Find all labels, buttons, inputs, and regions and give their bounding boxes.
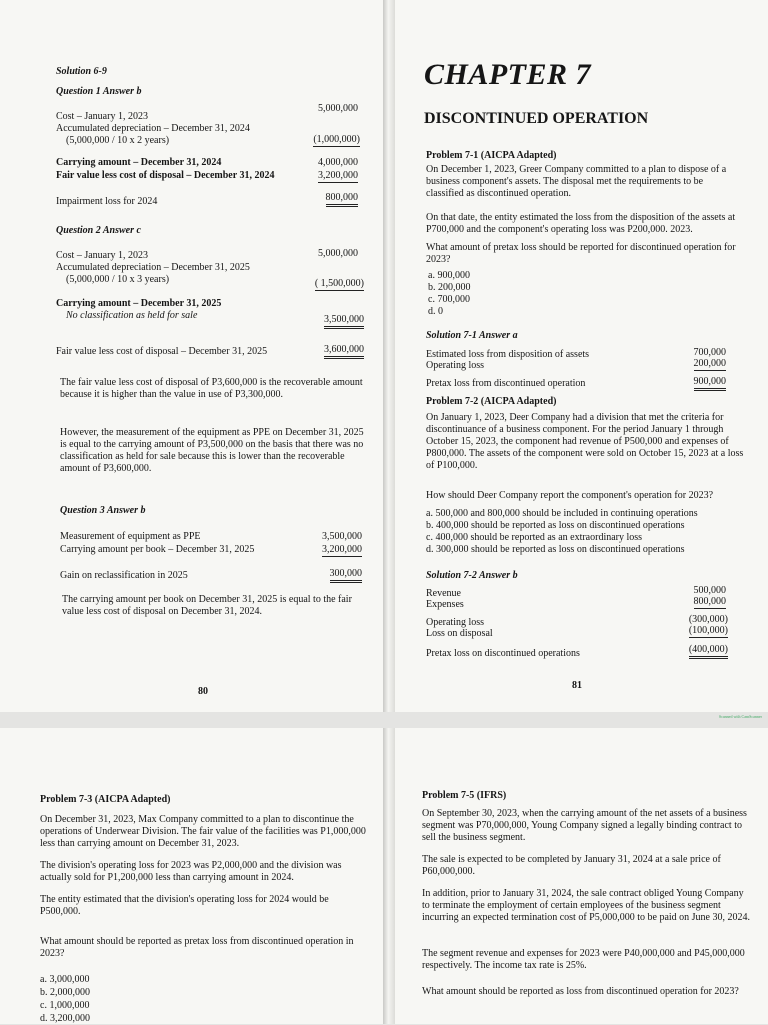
s72-row-label: Expenses — [426, 599, 464, 610]
problem-paragraph: On September 30, 2023, when the carrying amount of the net assets of a business segment was P70,000,000, Young Company signed a legally binding contract to sell the business segment. — [422, 808, 747, 843]
q2-row-label: Cost – January 1, 2023 — [56, 250, 148, 261]
choice: b. 400,000 should be reported as loss on discontinued operations — [426, 520, 685, 531]
problem-heading: Problem 7-2 (AICPA Adapted) — [426, 396, 557, 407]
q1-row-value: (1,000,000) — [313, 134, 360, 145]
q1-row-label: (5,000,000 / 10 x 2 years) — [66, 135, 170, 146]
choice: c. 1,000,000 — [40, 1000, 90, 1011]
q1-row-label: Carrying amount – December 31, 2024 — [56, 157, 222, 168]
s72-row-value: (100,000) — [688, 625, 728, 636]
q1-row-value: 4,000,000 — [318, 157, 358, 168]
s72-row-label: Loss on disposal — [426, 628, 493, 639]
s71-row-value: 900,000 — [694, 376, 727, 391]
page-number: 81 — [572, 680, 582, 691]
s71-row-label: Pretax loss from discontinued operation — [426, 378, 586, 389]
solution-title: Solution 6-9 — [56, 66, 107, 77]
q3-row-label: Carrying amount per book – December 31, 2025 — [60, 544, 255, 555]
choice: d. 0 — [428, 306, 443, 317]
page-81 — [388, 0, 768, 719]
problem-heading: Problem 7-5 (IFRS) — [422, 790, 507, 801]
s72-row-value: 800,000 — [693, 596, 726, 607]
s71-row-label: Operating loss — [426, 360, 485, 371]
page-80 — [0, 0, 388, 712]
problem-paragraph: On January 1, 2023, Deer Company had a division that met the criteria for discontinuance of a business component. For the period January 1 through October 15, 2023, the component had revenue of P500,000 and expenses of P800,000. The assets of the component were sold on October 15, 2023 at a loss of P100,000. — [426, 412, 744, 471]
q2-row-label: (5,000,000 / 10 x 3 years) — [66, 274, 170, 285]
q1-row-label: Impairment loss for 2024 — [56, 196, 158, 207]
q2-row-value: ( 1,500,000) — [314, 278, 364, 289]
page-bottom-right — [388, 728, 768, 1024]
problem-paragraph: The division's operating loss for 2023 was P2,000,000 and the division was actually sold for P1,200,000 less than carrying amount in 2024. — [40, 860, 342, 883]
problem-paragraph: On December 1, 2023, Greer Company committed to a plan to dispose of a business component's assets. The disposal met the requirements to be classified as discontinued operation. — [426, 164, 727, 199]
q1-row-label: Accumulated depreciation – December 31, 2024 — [56, 123, 250, 134]
section-title: DISCONTINUED OPERATION — [424, 110, 649, 127]
s71-row-value: 700,000 — [693, 347, 726, 358]
choice: c. 700,000 — [428, 294, 470, 305]
page-number: 80 — [198, 686, 208, 697]
problem-question: What amount should be reported as pretax loss from discontinued operation in 2023? — [40, 936, 354, 959]
s72-row-value: (300,000) — [688, 614, 728, 625]
s72-row-label: Operating loss — [426, 617, 485, 628]
s71-row-value: 200,000 — [693, 358, 726, 369]
q1-row-value: 5,000,000 — [318, 103, 358, 114]
q1-row-value: 800,000 — [326, 192, 359, 207]
q2-row-value: 3,600,000 — [324, 344, 364, 359]
s72-row-value: (400,000) — [689, 644, 728, 659]
s72-row-label: Revenue — [426, 588, 461, 599]
problem-question: What amount of pretax loss should be reported for discontinued operation for 2023? — [426, 242, 736, 265]
q2-heading: Question 2 Answer c — [56, 225, 141, 236]
book-gutter — [383, 0, 395, 712]
choice: c. 400,000 should be reported as an extraordinary loss — [426, 532, 643, 543]
chapter-title: CHAPTER 7 — [424, 58, 592, 91]
choice: b. 200,000 — [428, 282, 471, 293]
book-gutter — [383, 728, 395, 1024]
problem-question: How should Deer Company report the component's operation for 2023? — [426, 490, 714, 501]
q3-row-label: Gain on reclassification in 2025 — [60, 570, 188, 581]
problem-paragraph: The entity estimated that the division's operating loss for 2024 would be P500,000. — [40, 894, 329, 917]
choice: d. 300,000 should be reported as loss on discontinued operations — [426, 544, 685, 555]
choice: b. 2,000,000 — [40, 987, 90, 998]
q1-row-label: Fair value less cost of disposal – December 31, 2024 — [56, 170, 275, 181]
solution-heading: Solution 7-1 Answer a — [426, 330, 518, 341]
q1-row-value: 3,200,000 — [318, 170, 358, 181]
q1-row-label: Cost – January 1, 2023 — [56, 111, 148, 122]
choice: a. 500,000 and 800,000 should be included in continuing operations — [426, 508, 698, 519]
problem-paragraph: The sale is expected to be completed by January 31, 2024 at a sale price of P60,000,000. — [422, 854, 721, 877]
scanner-watermark: Scanned with CamScanner — [718, 714, 762, 719]
problem-paragraph: On that date, the entity estimated the loss from the disposition of the assets at P700,000 and the component's operating loss was P200,000. 2023. — [426, 212, 736, 235]
problem-paragraph: The segment revenue and expenses for 2023 were P40,000,000 and P45,000,000 respectively. The income tax rate is 25%. — [422, 948, 745, 971]
q3-row-value: 3,500,000 — [322, 531, 362, 542]
q2-paragraph: The fair value less cost of disposal of P3,600,000 is the recoverable amount because it is higher than the value in use of P3,300,000. — [60, 377, 363, 400]
solution-heading: Solution 7-2 Answer b — [426, 570, 518, 581]
problem-heading: Problem 7-3 (AICPA Adapted) — [40, 794, 171, 805]
q2-row-label: Carrying amount – December 31, 2025 — [56, 298, 222, 309]
s71-row-label: Estimated loss from disposition of assets — [426, 349, 590, 360]
q2-paragraph: However, the measurement of the equipment as PPE on December 31, 2025 is equal to the carrying amount of P3,500,000 on the basis that there was no classification as held for sale because this is lower than the recoverable amount of P3,600,000. — [60, 427, 364, 474]
problem-question: What amount should be reported as loss from discontinued operation for 2023? — [422, 986, 739, 997]
q3-paragraph: The carrying amount per book on December 31, 2025 is equal to the fair value less cost of disposal on December 31, 2024. — [62, 594, 352, 617]
q3-row-value: 3,200,000 — [322, 544, 362, 555]
problem-paragraph: In addition, prior to January 31, 2024, the sale contract obliged Young Company to terminate the employment of certain employees of the business segment incurring an expected termination cost of P5,000,000 to be paid on June 30, 2024. — [422, 888, 750, 923]
q3-row-label: Measurement of equipment as PPE — [60, 531, 201, 542]
q2-row-value: 5,000,000 — [318, 248, 358, 259]
choice: a. 3,000,000 — [40, 974, 90, 985]
q1-heading: Question 1 Answer b — [56, 86, 142, 97]
q2-row-label: No classification as held for sale — [66, 310, 198, 321]
problem-heading: Problem 7-1 (AICPA Adapted) — [426, 150, 557, 161]
page-bottom-left — [0, 728, 388, 1024]
q2-row-label: Accumulated depreciation – December 31, 2025 — [56, 262, 250, 273]
problem-paragraph: On December 31, 2023, Max Company committed to a plan to discontinue the operations of Underwear Division. The fair value of the facilities was P1,000,000 less than carrying amount on December 31, 2023. — [40, 814, 366, 849]
choice: d. 3,200,000 — [40, 1013, 90, 1024]
q3-row-value: 300,000 — [330, 568, 363, 583]
q2-row-value: 3,500,000 — [324, 314, 364, 329]
choice: a. 900,000 — [428, 270, 470, 281]
s72-row-label: Pretax loss on discontinued operations — [426, 648, 580, 659]
q3-heading: Question 3 Answer b — [60, 505, 146, 516]
q2-row-label: Fair value less cost of disposal – December 31, 2025 — [56, 346, 268, 357]
s72-row-value: 500,000 — [693, 585, 726, 596]
